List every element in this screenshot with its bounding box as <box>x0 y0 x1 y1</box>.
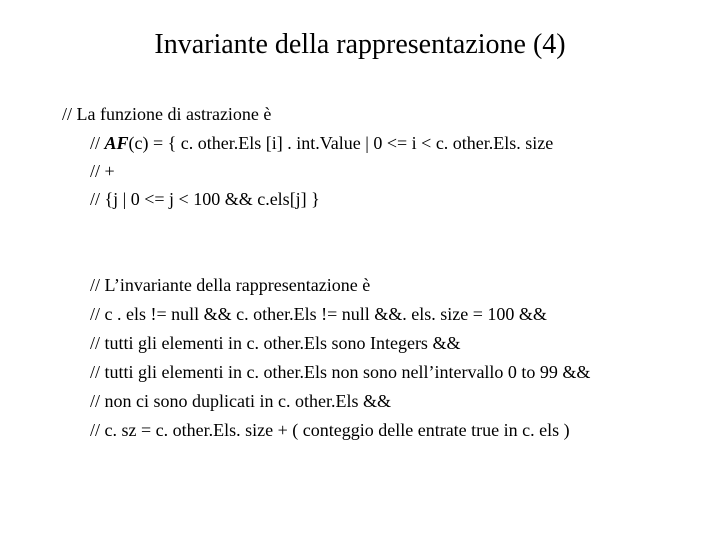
af-comment-prefix: // <box>90 133 105 153</box>
af-plus-line: // + <box>90 161 115 181</box>
af-set-line: // {j | 0 <= j < 100 && c.els[j] } <box>90 189 320 209</box>
rep-invariant-null-check-line: // c . els != null && c. other.Els != null &&. els. size = 100 && <box>90 304 547 324</box>
rep-invariant-intro-line: // L’invariante della rappresentazione è <box>90 275 371 295</box>
rep-invariant-integers-line: // tutti gli elementi in c. other.Els sono Integers && <box>90 333 461 353</box>
rep-invariant-duplicates-line: // non ci sono duplicati in c. other.Els && <box>90 391 391 411</box>
af-definition-line <box>90 132 553 154</box>
rep-invariant-size-line: // c. sz = c. other.Els. size + ( conteggio delle entrate true in c. els ) <box>90 420 570 440</box>
af-intro-line: // La funzione di astrazione è <box>62 104 272 124</box>
af-symbol: AF <box>104 133 129 153</box>
slide-title: Invariante della rappresentazione (4) <box>154 29 566 60</box>
rep-invariant-range-line: // tutti gli elementi in c. other.Els non sono nell’intervallo 0 to 99 && <box>90 362 591 382</box>
af-definition-text: (c) = { c. other.Els [i] . int.Value | 0 <= i < c. other.Els. size <box>128 133 554 153</box>
